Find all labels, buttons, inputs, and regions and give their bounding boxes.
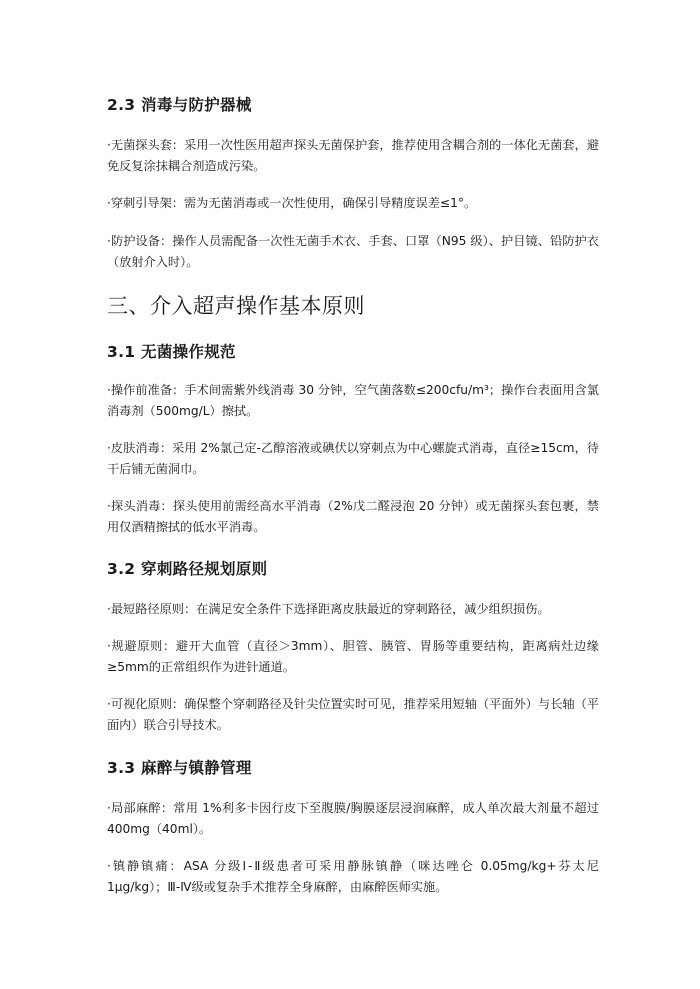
paragraph-protective-equipment: ·防护设备：操作人员需配备一次性无菌手术衣、手套、口罩（N95 级）、护目镜、铅防护衣（放射介入时）。 [107,234,599,269]
paragraph-probe-disinfection: ·探头消毒：探头使用前需经高水平消毒（2%戊二醛浸泡 20 分钟）或无菌探头套包裹，禁用仅酒精擦拭的低水平消毒。 [107,499,599,534]
paragraph-sedation: ·镇静镇痛：ASA 分级Ⅰ-Ⅱ级患者可采用静脉镇静（咪达唑仑 0.05mg/kg+芬太尼 1μg/kg）；Ⅲ-Ⅳ级或复杂手术推荐全身麻醉，由麻醉医师实施。 [107,859,599,894]
section-heading-3-2: 3.2 穿刺路径规划原则 [107,560,268,578]
section-heading-3-3: 3.3 麻醉与镇静管理 [107,759,252,777]
chapter-heading-3: 三、介入超声操作基本原则 [107,294,365,318]
paragraph-sterile-probe-cover: ·无菌探头套：采用一次性医用超声探头无菌保护套，推荐使用含耦合剂的一体化无菌套，避免反复涂抹耦合剂造成污染。 [107,138,599,173]
paragraph-shortest-path: ·最短路径原则：在满足安全条件下选择距离皮肤最近的穿刺路径，减少组织损伤。 [107,602,550,616]
paragraph-visualization: ·可视化原则：确保整个穿刺路径及针尖位置实时可见，推荐采用短轴（平面外）与长轴（平面内）联合引导技术。 [107,697,599,732]
paragraph-avoidance: ·规避原则：避开大血管（直径＞3mm）、胆管、胰管、胃肠等重要结构，距离病灶边缘≥5mm的正常组织作为进针通道。 [107,639,599,674]
document-content [107,94,599,898]
section-heading-3-1: 3.1 无菌操作规范 [107,343,236,361]
paragraph-skin-disinfection: ·皮肤消毒：采用 2%氯己定-乙醇溶液或碘伏以穿刺点为中心螺旋式消毒，直径≥15cm，待干后铺无菌洞巾。 [107,441,599,476]
section-heading-2-3: 2.3 消毒与防护器械 [107,96,252,114]
paragraph-puncture-guide: ·穿刺引导架：需为无菌消毒或一次性使用，确保引导精度误差≤1°。 [107,196,477,210]
paragraph-local-anesthesia: ·局部麻醉：常用 1%利多卡因行皮下至腹膜/胸膜逐层浸润麻醉，成人单次最大剂量不超过 400mg（40ml）。 [107,801,599,836]
paragraph-pre-operation: ·操作前准备：手术间需紫外线消毒 30 分钟，空气菌落数≤200cfu/m³；操作台表面用含氯消毒剂（500mg/L）擦拭。 [107,383,599,418]
